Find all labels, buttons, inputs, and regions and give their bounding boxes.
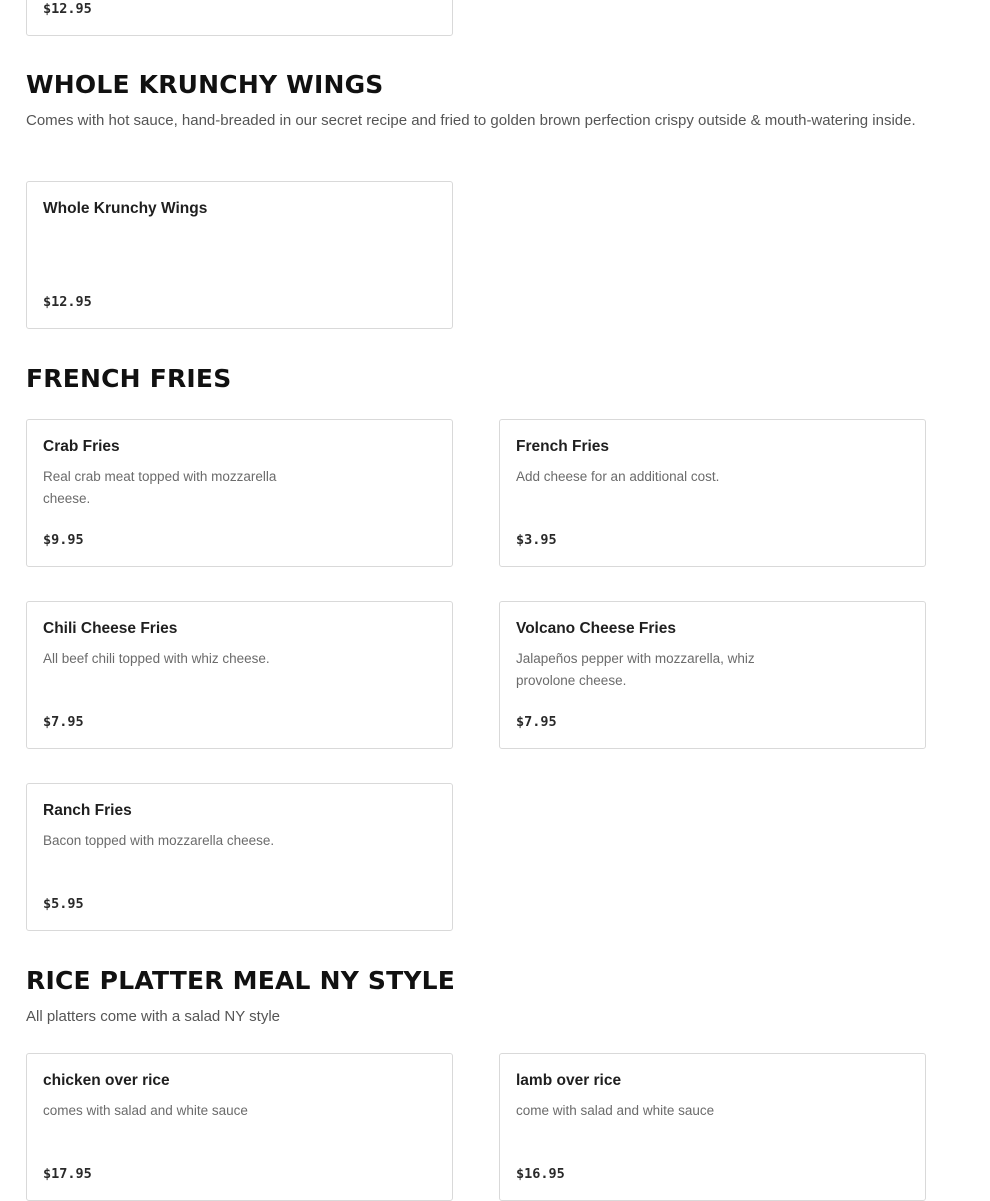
- item-price: $3.95: [516, 532, 557, 548]
- item-price: $12.95: [43, 294, 92, 310]
- item-description: come with salad and white sauce: [516, 1103, 715, 1118]
- item-name: French Fries: [516, 438, 610, 455]
- item-price: $12.95: [43, 1, 92, 17]
- menu-item-card[interactable]: [499, 601, 926, 749]
- section-description: Comes with hot sauce, hand-breaded in our secret recipe and fried to golden brown perfection crispy outside & mouth-watering inside.: [26, 112, 916, 129]
- item-description: Jalapeños pepper with mozzarella, whiz provolone cheese.: [516, 651, 755, 688]
- section-title-french-fries: FRENCH FRIES: [26, 364, 232, 393]
- menu-item-card[interactable]: [26, 1053, 453, 1201]
- item-price: $17.95: [43, 1166, 92, 1182]
- menu-item-card[interactable]: [26, 419, 453, 567]
- item-price: $7.95: [516, 714, 557, 730]
- section-description: All platters come with a salad NY style: [26, 1008, 280, 1025]
- item-name: Chili Cheese Fries: [43, 620, 178, 637]
- menu-item-card[interactable]: [499, 1053, 926, 1201]
- item-description: Bacon topped with mozzarella cheese.: [43, 833, 275, 848]
- item-name: Whole Krunchy Wings: [43, 200, 208, 217]
- menu-item-card[interactable]: [26, 601, 453, 749]
- item-description: Real crab meat topped with mozzarella cheese.: [43, 469, 277, 506]
- section-title-rice-platter: RICE PLATTER MEAL NY STYLE: [26, 966, 456, 995]
- item-description: comes with salad and white sauce: [43, 1103, 248, 1118]
- item-name: Volcano Cheese Fries: [516, 620, 676, 637]
- item-price: $5.95: [43, 896, 84, 912]
- item-name: lamb over rice: [516, 1072, 622, 1089]
- item-description: Add cheese for an additional cost.: [516, 469, 720, 484]
- menu-item-card[interactable]: [26, 0, 453, 36]
- item-description: All beef chili topped with whiz cheese.: [43, 651, 270, 666]
- section-title-whole-krunchy-wings: WHOLE KRUNCHY WINGS: [26, 70, 384, 99]
- menu-item-card[interactable]: [26, 783, 453, 931]
- item-price: $7.95: [43, 714, 84, 730]
- item-name: Crab Fries: [43, 438, 120, 455]
- item-price: $16.95: [516, 1166, 565, 1182]
- menu-item-card[interactable]: [26, 181, 453, 329]
- item-price: $9.95: [43, 532, 84, 548]
- menu-item-card[interactable]: [499, 419, 926, 567]
- item-name: chicken over rice: [43, 1072, 170, 1089]
- item-name: Ranch Fries: [43, 802, 132, 819]
